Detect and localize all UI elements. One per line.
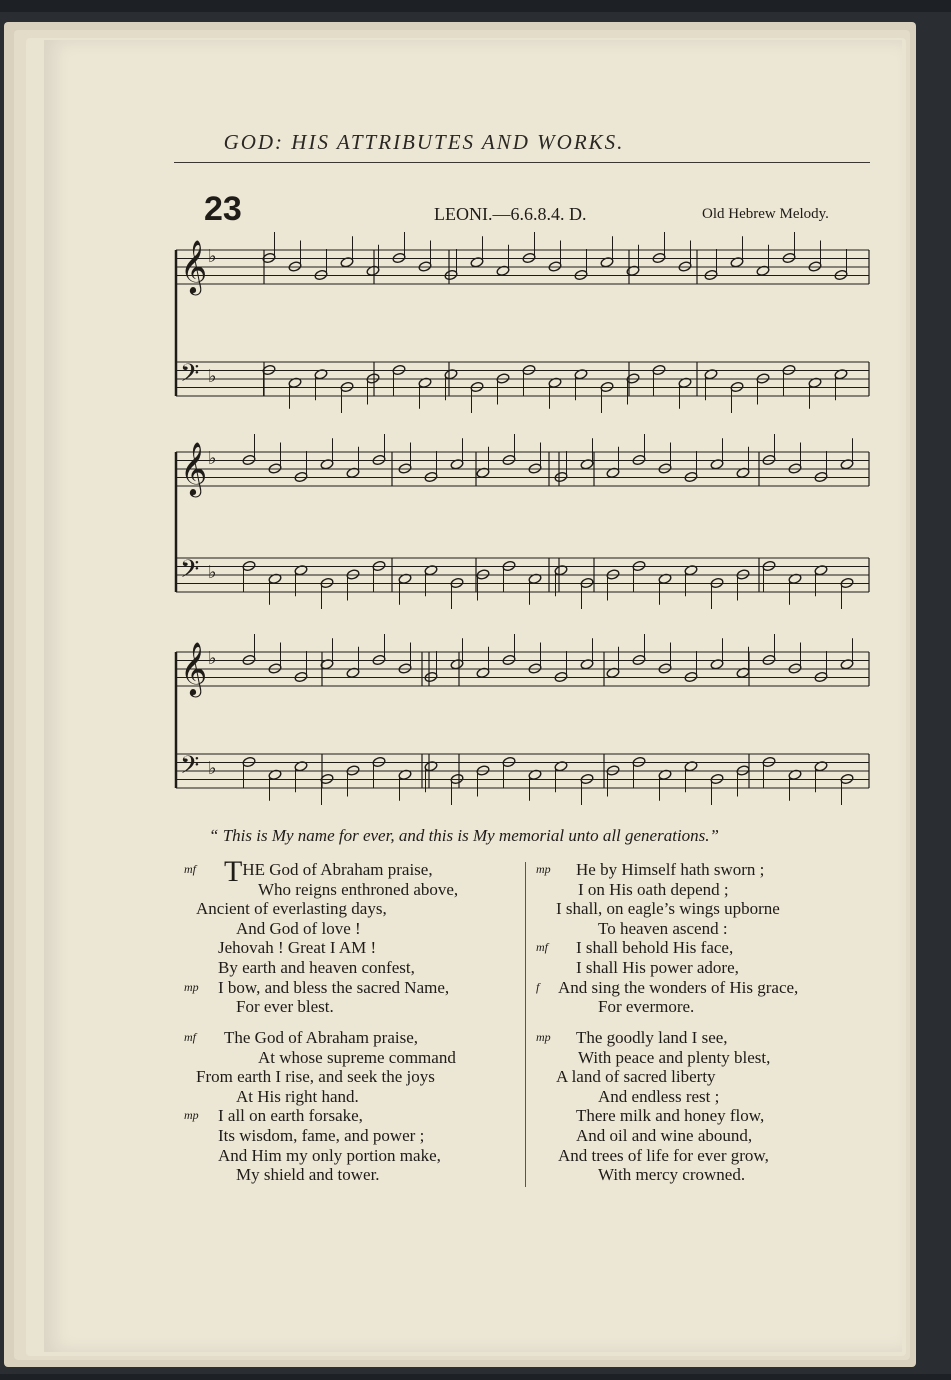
verse-text: I shall His power adore, [576, 957, 739, 977]
verse-text: With peace and plenty blest, [578, 1047, 771, 1067]
verse-text: At whose supreme command [258, 1047, 456, 1067]
verse-text: And endless rest ; [598, 1086, 720, 1106]
verse-text: He by Himself hath sworn ; [576, 860, 765, 879]
verse-text: At His right hand. [236, 1086, 359, 1106]
verse-text: Jehovah ! Great I AM ! [218, 938, 377, 958]
verse-text: And oil and wine abound, [576, 1125, 753, 1145]
key-signature-flat: ♭ [208, 366, 217, 387]
dynamic-marking: mp [536, 1030, 551, 1044]
verse-text: Its wisdom, fame, and power ; [218, 1125, 425, 1145]
verse-text: And trees of life for ever grow, [558, 1145, 769, 1165]
verse-text: HE God of Abraham praise, [242, 860, 433, 879]
dynamic-marking: mf [184, 1030, 196, 1044]
verse-text: I shall behold His face, [576, 938, 734, 958]
key-signature-flat: ♭ [208, 758, 217, 779]
treble-clef: 𝄞 [180, 239, 208, 293]
dynamic-marking: mp [184, 979, 199, 994]
running-head: GOD: HIS ATTRIBUTES AND WORKS. [223, 130, 625, 154]
epigraph: “ This is My name for ever, and this is My memorial unto all generations.” [209, 826, 719, 845]
verse-text: I on His oath depend ; [578, 879, 729, 899]
key-signature-flat: ♭ [208, 246, 217, 267]
verse-text: There milk and honey flow, [576, 1106, 765, 1126]
musical-score [44, 40, 902, 820]
verse-text: By earth and heaven confest, [218, 957, 415, 977]
dynamic-marking: mp [184, 1108, 199, 1123]
verse-text: I shall, on eagle’s wings upborne [556, 899, 780, 919]
dynamic-marking: mf [184, 862, 196, 876]
book-page [44, 40, 902, 1352]
verse-text: A land of sacred liberty [556, 1067, 716, 1087]
key-signature-flat: ♭ [208, 448, 217, 469]
verse-text: Who reigns enthroned above, [258, 879, 459, 899]
bass-clef: 𝄢 [180, 751, 200, 786]
verse-text: The goodly land I see, [576, 1028, 728, 1047]
key-signature-flat: ♭ [208, 562, 217, 583]
verse-text: My shield and tower. [236, 1165, 380, 1185]
verse-text: I all on earth forsake, [218, 1106, 363, 1126]
hymn-number: 23 [204, 190, 242, 228]
treble-clef: 𝄞 [180, 641, 208, 695]
verse-text: I bow, and bless the sacred Name, [218, 977, 450, 997]
verse-text: And sing the wonders of His grace, [558, 977, 799, 997]
bass-clef: 𝄢 [180, 555, 200, 590]
dynamic-marking: mp [536, 862, 551, 876]
tune-source: Old Hebrew Melody. [702, 206, 829, 222]
dynamic-marking: mf [536, 940, 548, 955]
tune-name: LEONI.—6.6.8.4. D. [434, 204, 587, 224]
verse-text: And Him my only portion make, [218, 1145, 441, 1165]
treble-clef: 𝄞 [180, 441, 208, 495]
verse-text: From earth I rise, and seek the joys [196, 1067, 435, 1087]
column-divider [525, 862, 526, 1187]
verse-text: For ever blest. [236, 997, 334, 1017]
verse-text: With mercy crowned. [598, 1165, 746, 1185]
verse-text: And God of love ! [236, 918, 361, 938]
drop-cap: T [224, 855, 243, 888]
dynamic-marking: f [536, 979, 540, 994]
key-signature-flat: ♭ [208, 648, 217, 669]
verse-text: The God of Abraham praise, [224, 1028, 419, 1047]
verse-text: To heaven ascend : [598, 918, 728, 938]
verse-text: For evermore. [598, 997, 695, 1017]
verse-text: Ancient of everlasting days, [196, 899, 387, 919]
bass-clef: 𝄢 [180, 359, 200, 394]
